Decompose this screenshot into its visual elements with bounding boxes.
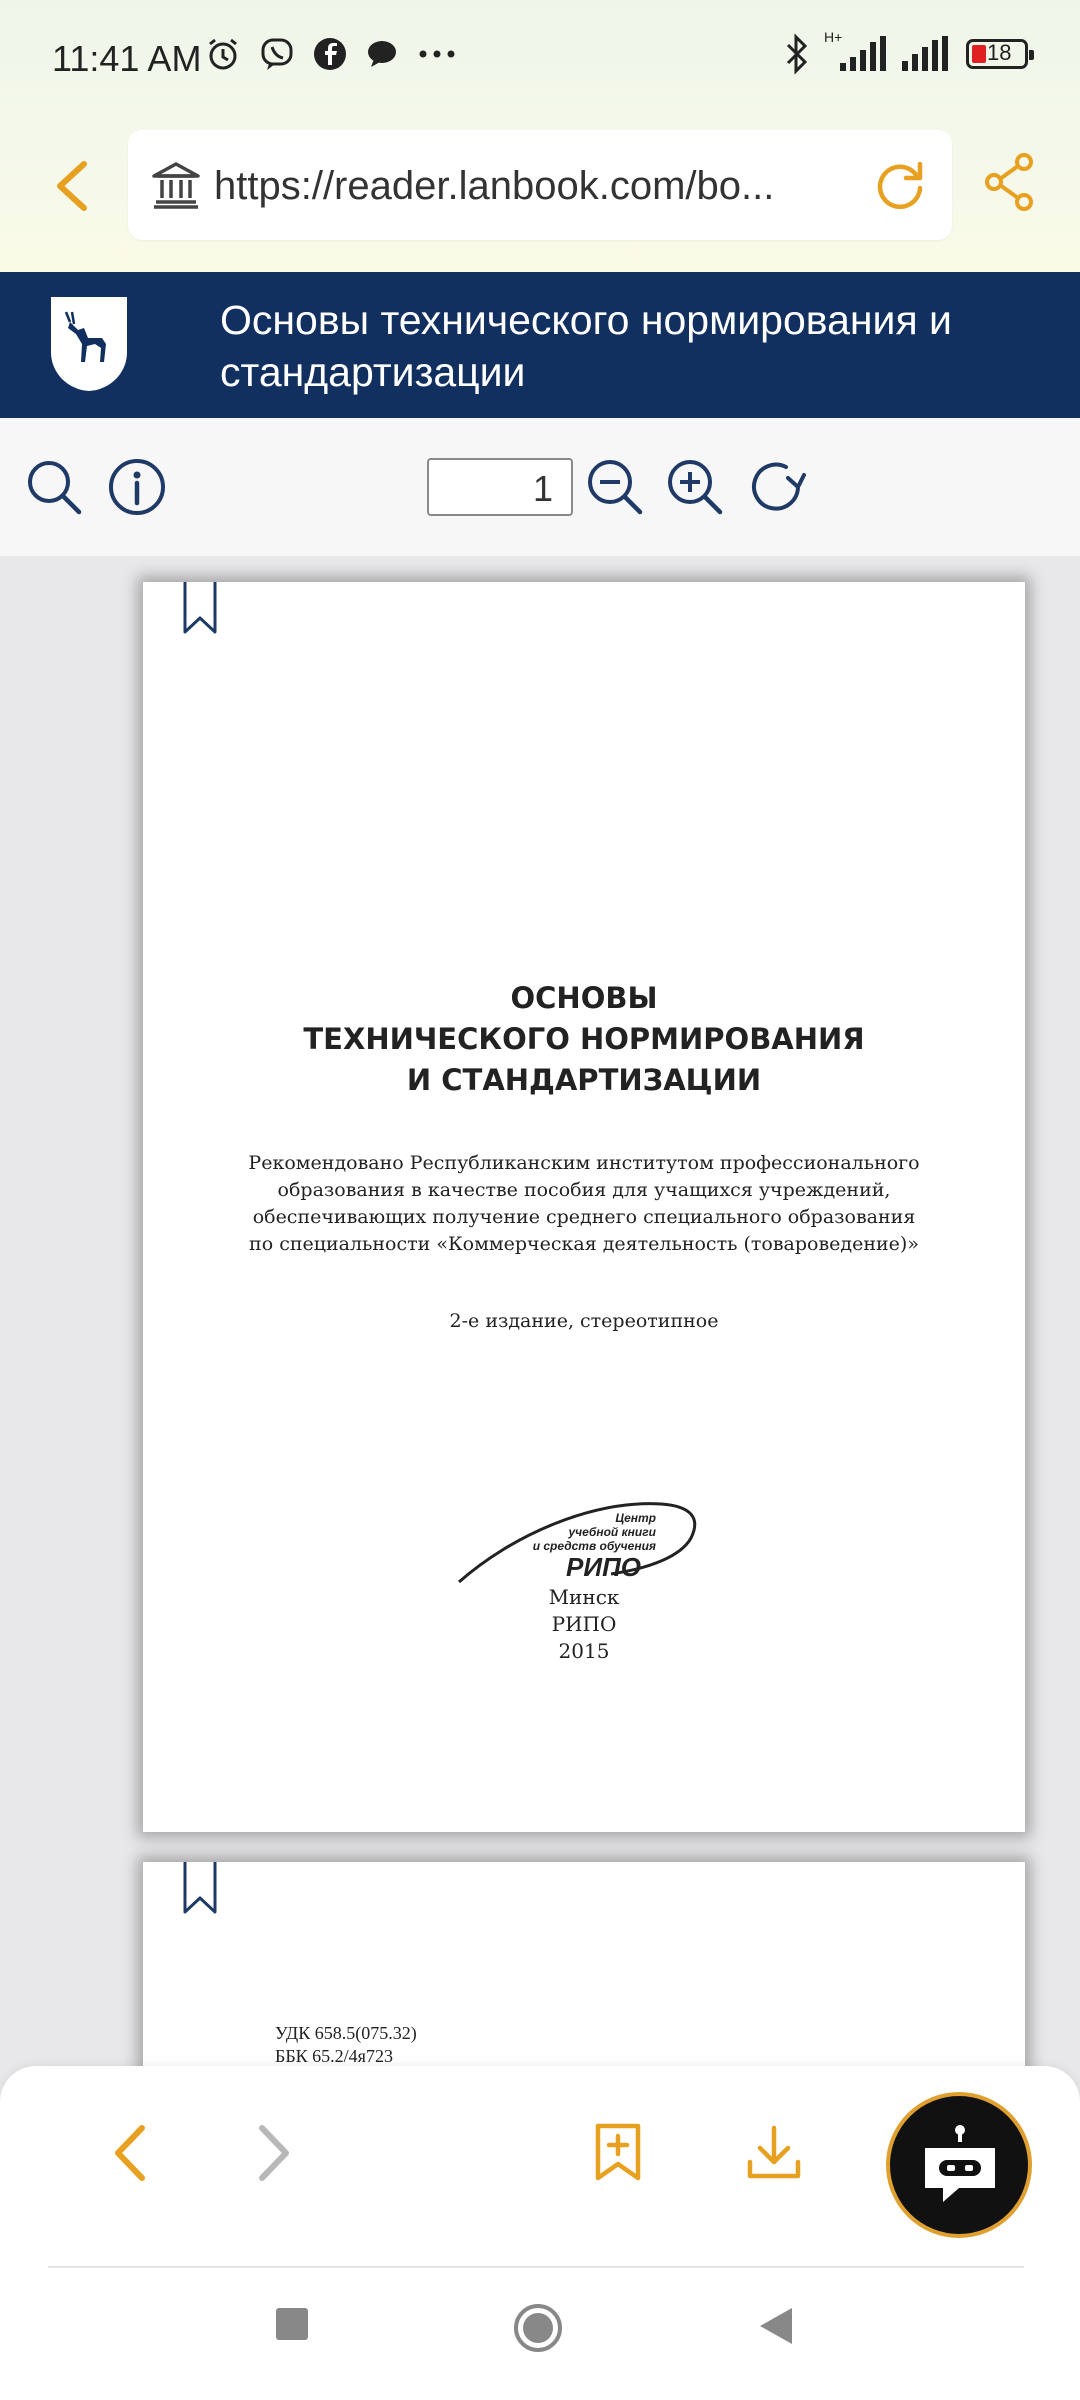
reload-icon[interactable] [874,158,928,212]
battery-icon [966,39,1028,69]
recommendation-line: по специальности «Коммерческая деятельность (товароведение)» [249,1233,919,1255]
home-icon[interactable] [512,2302,564,2354]
browser-chrome [0,0,1080,272]
status-time: 11:41 AM [52,38,202,79]
page-number-input[interactable]: 1 [427,458,573,516]
publisher-logo-line: учебной книги [568,1525,656,1539]
recommendation-line: Рекомендовано Республиканским институтом профессионального [248,1152,920,1174]
publisher-logo-line: и средств обучения [532,1539,656,1553]
url-text: https://reader.lanbook.com/bo... [214,164,775,208]
browser-forward-icon[interactable] [252,2122,296,2184]
book-title-header: Основы технического нормирования и стандартизации [220,297,952,395]
bluetooth-icon [784,34,810,74]
bookmark-icon[interactable] [183,582,217,634]
book-title-line: ТЕХНИЧЕСКОГО НОРМИРОВАНИЯ [303,1022,865,1056]
zoom-out-icon[interactable] [586,458,644,516]
browser-back-icon[interactable] [108,2122,152,2184]
facebook-icon [313,37,347,71]
udk-code: УДК 658.5(075.32) [275,2023,417,2043]
more-icon [417,48,457,60]
imprint [143,1584,1025,1665]
search-icon[interactable] [25,458,83,516]
notification-icons [205,36,457,72]
rotate-icon[interactable] [748,458,806,516]
bbk-code: ББК 65.2/4я723 [275,2046,393,2066]
add-bookmark-icon[interactable] [594,2122,642,2184]
address-bar-row [0,128,1080,244]
alarm-icon [205,36,241,72]
bank-site-icon [150,160,202,210]
bookmark-icon[interactable] [183,1862,217,1914]
document-viewer[interactable] [0,556,1080,2066]
signal-h-icon [824,29,886,73]
book-title [143,978,1025,1101]
deer-logo [48,294,130,394]
battery-level: 18 [987,40,1012,65]
signal-icon [900,35,952,73]
book-title-line: ОСНОВЫ [510,981,658,1015]
imprint-publisher: РИПО [551,1612,617,1636]
network-label: H+ [824,29,843,45]
download-icon[interactable] [745,2122,803,2184]
imprint-year: 2015 [558,1639,610,1663]
recommendation-text [233,1150,935,1258]
chat-icon [365,37,399,71]
url-field[interactable] [128,130,952,240]
back-triangle-icon[interactable] [758,2306,794,2346]
info-icon[interactable] [108,458,166,516]
zoom-in-icon[interactable] [666,458,724,516]
publisher-logo [451,1496,721,1586]
book-title-line: И СТАНДАРТИЗАЦИИ [406,1063,762,1097]
recommendation-line: образования в качестве пособия для учащихся учреждений, [277,1179,891,1201]
viber-icon [259,36,295,72]
browser-back-button[interactable] [48,156,96,216]
system-icons [784,29,1028,74]
recommendation-line: обеспечивающих получение среднего специального образования [252,1206,916,1228]
publisher-logo-line: Центр [615,1511,656,1525]
bottom-bar [0,2066,1080,2400]
book-header [0,272,1080,418]
divider [48,2266,1024,2268]
status-bar [0,0,1080,120]
recents-icon[interactable] [274,2306,310,2342]
reader-toolbar [0,418,1080,558]
edition-text: 2-е издание, стереотипное [449,1310,719,1332]
publisher-logo-name: РИПО [566,1552,641,1582]
assistant-bot-button[interactable] [886,2092,1032,2238]
imprint-city: Минск [548,1585,620,1609]
robot-icon [919,2124,1001,2208]
document-page [143,582,1025,1832]
share-icon[interactable] [984,152,1036,212]
